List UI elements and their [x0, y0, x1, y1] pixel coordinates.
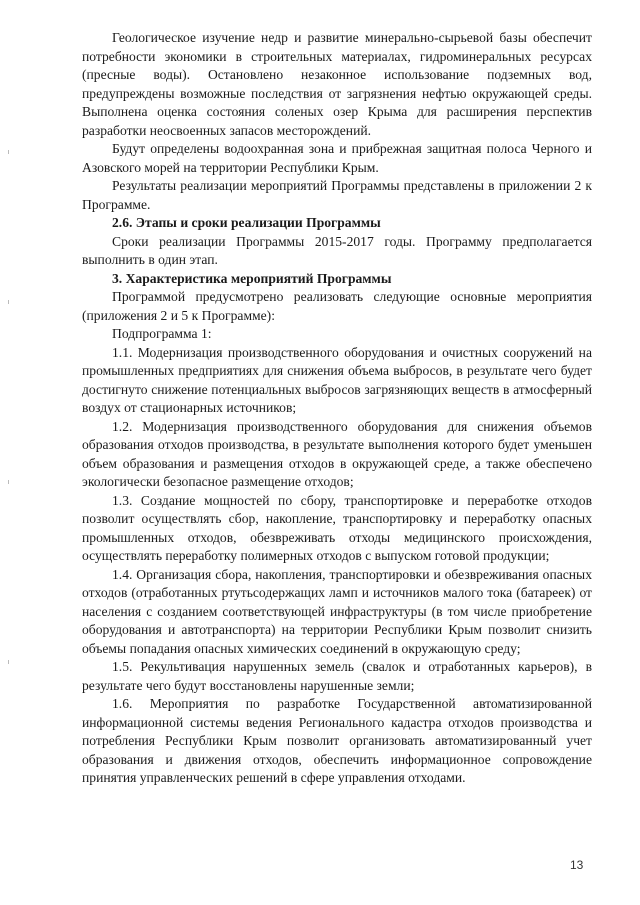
paragraph-subprogram-1: Подпрограмма 1: [112, 326, 212, 341]
document-page [82, 29, 592, 788]
page-number: 13 [570, 858, 584, 872]
list-item-1-1: 1.1. Модернизация производственного оборудования и очистных сооружений на промышленных предприятиях для снижения объема выбросов, в результате чего будет достигнуто снижение потенциальных выбросов загрязняющих веществ в атмосферный воздух от стационарных источников; [82, 344, 592, 415]
paragraph-timeline: Сроки реализации Программы 2015-2017 годы. Программу предполагается выполнить в один этап. [82, 233, 592, 267]
paragraph-geology: Геологическое изучение недр и развитие минерально-сырьевой базы обеспечит потребности экономики в строительных материалах, гидроминеральных ресурсах (пресные воды). Остановлено незаконное использование подземных вод, предупреждены возможные последствия от загрязнения нефтью окружающей среды. Выполнена оценка состояния соленых озер Крыма для расширения перспектив разработки неосвоенных запасов месторождений. [82, 30, 592, 138]
list-item-1-5: 1.5. Рекультивация нарушенных земель (свалок и отработанных карьеров), в результате чего будут восстановлены нарушенные земли; [82, 659, 592, 693]
list-item-1-2: 1.2. Модернизация производственного оборудования для снижения объемов образования отходов производства, в результате выполнения которого будет уменьшен объем образования и размещения отходов в окружающей среде, а также обеспечено экологически безопасное размещение отходов; [82, 418, 592, 489]
paragraph-results: Результаты реализации мероприятий Программы представлены в приложении 2 к Программе. [82, 178, 592, 212]
list-item-1-6: 1.6. Мероприятия по разработке Государственной автоматизированной информационной системы ведения Регионального кадастра отходов производства и потребления Республики Крым позволит организовать автоматизированный учет образования и движения отходов, обеспечить информационное сопровождение принятия управленческих решений в сфере управления отходами. [82, 696, 592, 785]
list-item-1-3: 1.3. Создание мощностей по сбору, транспортировке и переработке отходов позволит осуществлять сбор, накопление, транспортировку и переработку опасных промышленных отходов, обезвреживать отходы медицинского происхождения, осуществлять переработку полимерных отходов с выпуском готовой продукции; [82, 492, 592, 563]
heading-measures: 3. Характеристика мероприятий Программы [112, 270, 392, 286]
paragraph-measures-intro: Программой предусмотрено реализовать следующие основные мероприятия (приложения 2 и 5 к Программе): [82, 289, 592, 323]
heading-stages: 2.6. Этапы и сроки реализации Программы [112, 215, 381, 230]
list-item-1-4: 1.4. Организация сбора, накопления, транспортировки и обезвреживания опасных отходов (отработанных ртутьсодержащих ламп и источников малого тока (батареек) от населения с созданием соответствующей инфраструктуры (в том числе приобретение оборудования и автотранспорта) на территории Республики Крым позволит снизить объемы попадания опасных химических соединений в окружающую среду; [82, 566, 592, 656]
paragraph-water-protection: Будут определены водоохранная зона и прибрежная защитная полоса Черного и Азовского морей на территории Республики Крым. [82, 141, 592, 175]
